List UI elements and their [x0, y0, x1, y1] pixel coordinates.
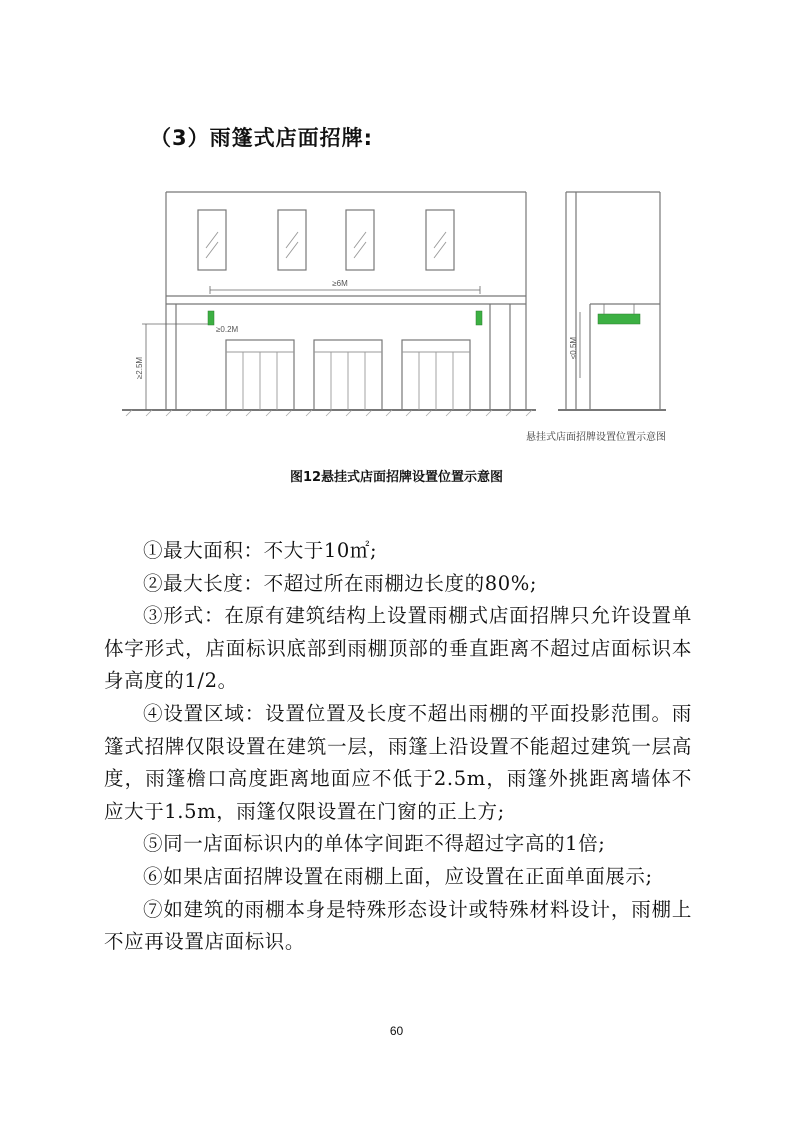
dim-width-label: ≥6M — [332, 279, 348, 288]
paragraph-length: ②最大长度：不超过所在雨棚边长度的80%; — [143, 571, 538, 595]
dim-side-label: ≤0.5M — [569, 336, 578, 360]
paragraph-placement: ⑥如果店面招牌设置在雨棚上面，应设置在正面单面展示; — [143, 864, 653, 888]
figure-caption: 图12悬挂式店面招牌设置位置示意图 — [289, 470, 504, 485]
body-text — [104, 535, 692, 959]
dim-gap-label: ≥0.2M — [216, 325, 239, 334]
sign-marker-right — [476, 311, 482, 325]
paragraph-region: ④设置区域：设置位置及长度不超出雨棚的平面投影范围。雨篷式招牌仅限设置在建筑一层，雨篷上沿设置不能超过建筑一层高度，雨篷檐口高度距离地面应不低于2.5m，雨篷外挑距离墙体不应大于1.5m，雨篷仅限设置在门窗的正上方; — [104, 701, 692, 823]
paragraph-special-design: ⑦如建筑的雨棚本身是特殊形态设计或特殊材料设计，雨棚上不应再设置店面标识。 — [104, 897, 692, 954]
sign-marker-side — [598, 314, 640, 324]
sign-marker-left — [208, 311, 214, 325]
page-number: 60 — [389, 1024, 404, 1038]
paragraph-spacing: ⑤同一店面标识内的单体字间距不得超过字高的1倍; — [143, 832, 606, 856]
figure-inner-caption: 悬挂式店面招牌设置位置示意图 — [526, 432, 666, 443]
dim-height-label: ≥2.5M — [135, 356, 144, 380]
paragraph-form: ③形式：在原有建筑结构上设置雨棚式店面招牌只允许设置单体字形式，店面标识底部到雨棚顶部的垂直距离不超过店面标识本身高度的1/2。 — [104, 604, 692, 693]
storefront-sign-diagram — [118, 178, 680, 450]
paragraph-area: ①最大面积：不大于10㎡; — [143, 539, 378, 562]
section-heading: （3）雨篷式店面招牌: — [150, 126, 374, 150]
